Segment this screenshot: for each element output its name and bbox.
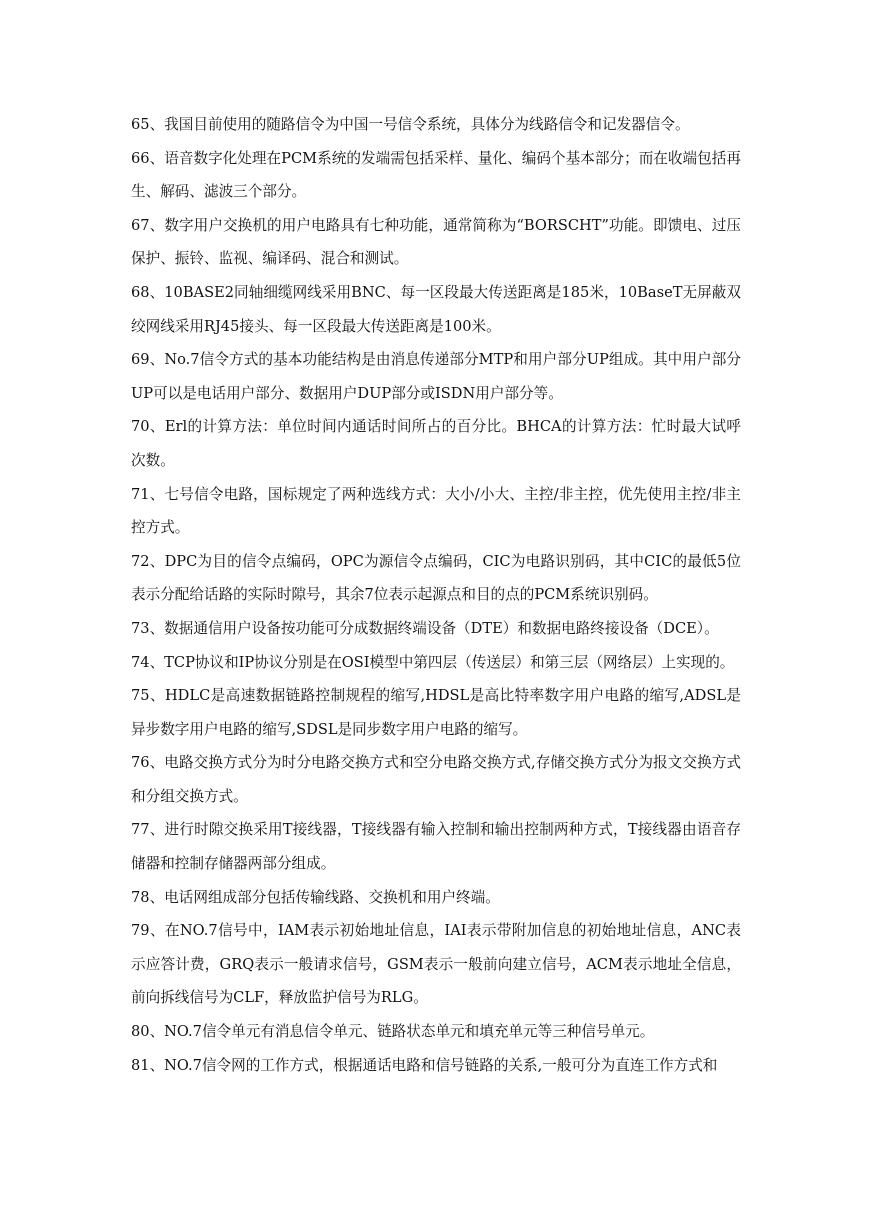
paragraph-80: 80、NO.7信令单元有消息信令单元、链路状态单元和填充单元等三种信号单元。 bbox=[131, 1023, 655, 1041]
paragraph-74: 74、TCP协议和IP协议分别是在OSI模型中第四层（传送层）和第三层（网络层）上实现的。 bbox=[131, 653, 735, 671]
paragraph-71: 71、七号信令电路，国标规定了两种选线方式：大小/小大、主控/非主控，优先使用主控/非主控方式。 bbox=[131, 485, 741, 537]
paragraph-76: 76、电路交换方式分为时分电路交换方式和空分电路交换方式,存储交换方式分为报文交换方式和分组交换方式。 bbox=[131, 754, 741, 805]
paragraph-68: 68、10BASE2同轴细缆网线采用BNC、每一区段最大传送距离是185米，10BaseT无屏蔽双绞网线采用RJ45接头、每一区段最大传送距离是100米。 bbox=[131, 283, 741, 335]
paragraph-78: 78、电话网组成部分包括传输线路、交换机和用户终端。 bbox=[131, 888, 500, 906]
paragraph-69: 69、No.7信令方式的基本功能结构是由消息传递部分MTP和用户部分UP组成。其中用户部分UP可以是电话用户部分、数据用户DUP部分或ISDN用户部分等。 bbox=[131, 351, 741, 402]
document-page bbox=[131, 108, 741, 1082]
paragraph-73: 73、数据通信用户设备按功能可分成数据终端设备（DTE）和数据电路终接设备（DCE）。 bbox=[131, 619, 719, 637]
paragraph-77: 77、进行时隙交换采用T接线器，T接线器有输入控制和输出控制两种方式，T接线器由语音存储器和控制存储器两部分组成。 bbox=[131, 821, 741, 873]
paragraph-79: 79、在NO.7信号中，IAM表示初始地址信息，IAI表示带附加信息的初始地址信息，ANC表示应答计费，GRQ表示一般请求信号，GSM表示一般前向建立信号，ACM表示地址全信息，前向拆线信号为CLF，释放监护信号为RLG。 bbox=[131, 922, 741, 1007]
paragraph-72: 72、DPC为目的信令点编码，OPC为源信令点编码，CIC为电路识别码，其中CIC的最低5位表示分配给话路的实际时隙号，其余7位表示起源点和目的点的PCM系统识别码。 bbox=[131, 552, 741, 604]
paragraph-70: 70、Erl的计算方法：单位时间内通话时间所占的百分比。BHCA的计算方法：忙时最大试呼次数。 bbox=[131, 418, 741, 469]
paragraph-81: 81、NO.7信令网的工作方式，根据通话电路和信号链路的关系,一般可分为直连工作方式和 bbox=[131, 1056, 718, 1074]
paragraph-67: 67、数字用户交换机的用户电路具有七种功能，通常简称为“BORSCHT”功能。即馈电、过压保护、振铃、监视、编译码、混合和测试。 bbox=[131, 216, 741, 268]
paragraph-66: 66、语音数字化处理在PCM系统的发端需包括采样、量化、编码个基本部分；而在收端包括再生、解码、滤波三个部分。 bbox=[131, 149, 741, 201]
paragraph-75: 75、HDLC是高速数据链路控制规程的缩写,HDSL是高比特率数字用户电路的缩写,ADSL是异步数字用户电路的缩写,SDSL是同步数字用户电路的缩写。 bbox=[131, 687, 741, 738]
paragraph-65: 65、我国目前使用的随路信令为中国一号信令系统，具体分为线路信令和记发器信令。 bbox=[131, 116, 690, 133]
